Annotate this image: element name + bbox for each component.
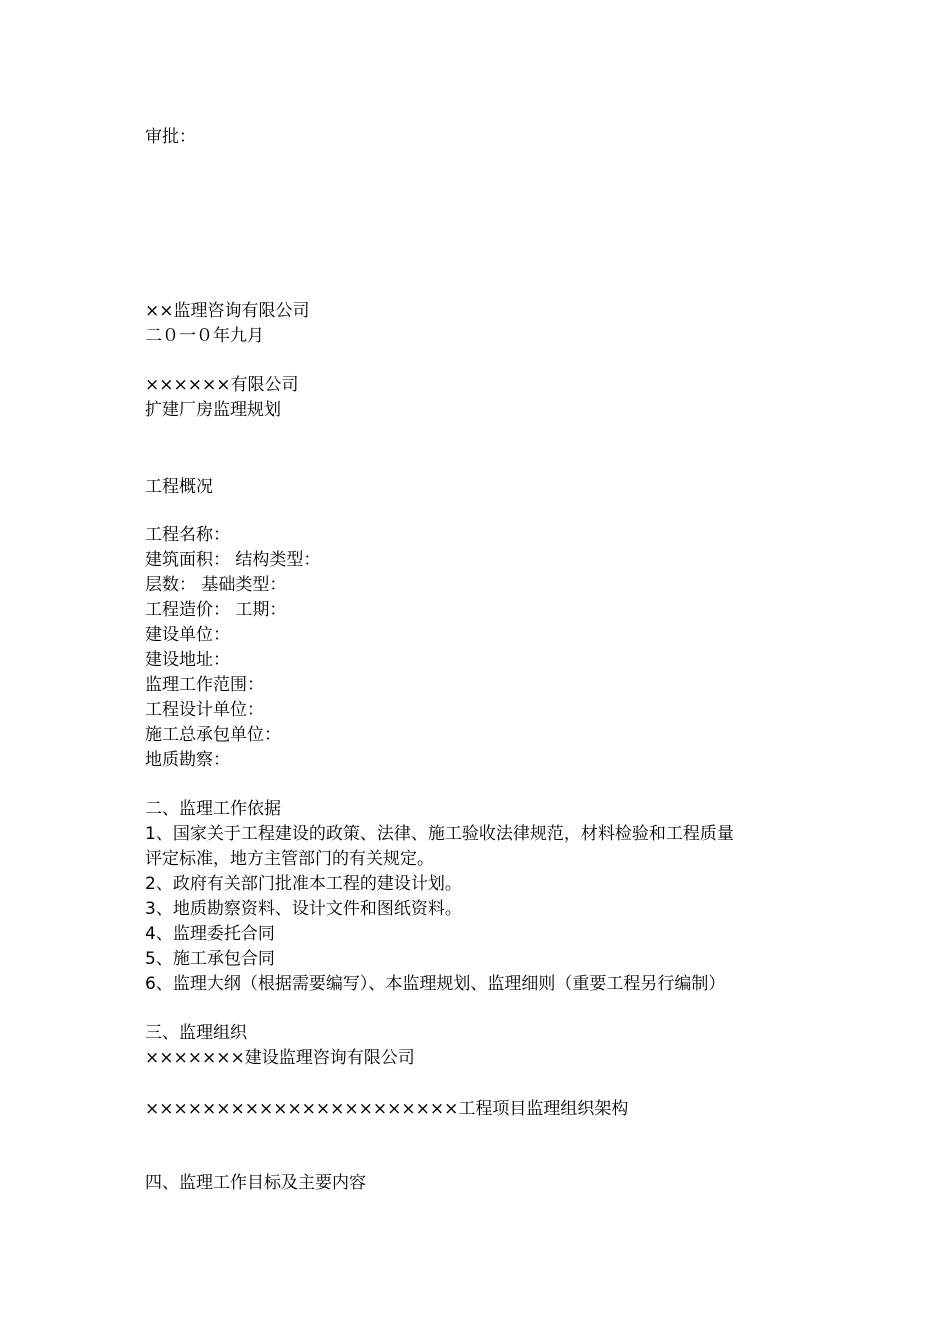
field-floors-foundation: 层数： 基础类型： bbox=[145, 575, 287, 595]
approval-label: 审批： bbox=[145, 127, 196, 147]
basis-item-1-cont: 评定标准，地方主管部门的有关规定。 bbox=[145, 849, 434, 869]
document-date: 二０一０年九月 bbox=[145, 326, 264, 346]
field-designer: 工程设计单位： bbox=[145, 700, 264, 720]
section-heading-basis: 二、监理工作依据 bbox=[145, 799, 281, 819]
basis-item-2: 2、政府有关部门批准本工程的建设计划。 bbox=[145, 874, 462, 894]
field-project-name: 工程名称： bbox=[145, 525, 230, 545]
client-company: ××××××有限公司 bbox=[145, 375, 299, 395]
field-cost-duration: 工程造价： 工期： bbox=[145, 600, 287, 620]
section-heading-organization: 三、监理组织 bbox=[145, 1023, 247, 1043]
field-geology: 地质勘察： bbox=[145, 750, 230, 770]
basis-item-1: 1、国家关于工程建设的政策、法律、施工验收法律规范，材料检验和工程质量 bbox=[145, 824, 734, 844]
field-client: 建设单位： bbox=[145, 625, 230, 645]
basis-item-4: 4、监理委托合同 bbox=[145, 924, 275, 944]
organization-name: ×××××××建设监理咨询有限公司 bbox=[145, 1048, 415, 1068]
basis-item-6: 6、监理大纲（根据需要编写）、本监理规划、监理细则（重要工程另行编制） bbox=[145, 974, 726, 994]
field-contractor: 施工总承包单位： bbox=[145, 725, 281, 745]
field-address: 建设地址： bbox=[145, 650, 230, 670]
plan-title: 扩建厂房监理规划 bbox=[145, 400, 281, 420]
section-heading-overview: 工程概况 bbox=[145, 477, 213, 497]
organization-structure: ××××××××××××××××××××××工程项目监理组织架构 bbox=[145, 1099, 629, 1119]
field-area-structure: 建筑面积： 结构类型： bbox=[145, 550, 321, 570]
basis-item-5: 5、施工承包合同 bbox=[145, 949, 275, 969]
basis-item-3: 3、地质勘察资料、设计文件和图纸资料。 bbox=[145, 899, 462, 919]
company-name: ××监理咨询有限公司 bbox=[145, 301, 310, 321]
section-heading-objectives: 四、监理工作目标及主要内容 bbox=[145, 1173, 366, 1193]
field-scope: 监理工作范围： bbox=[145, 675, 264, 695]
